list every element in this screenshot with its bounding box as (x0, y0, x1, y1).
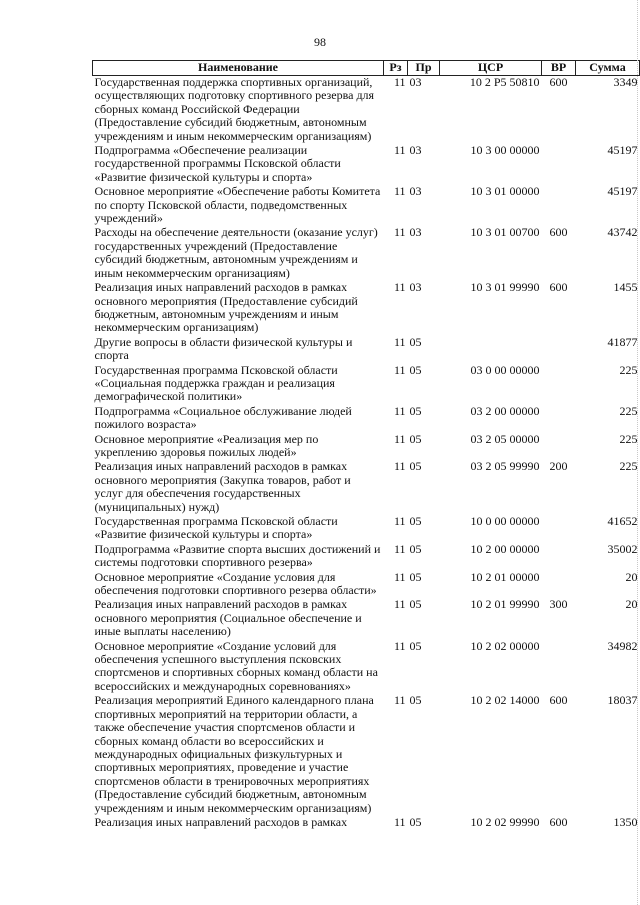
row-rz: 11 (393, 431, 406, 446)
row-pr: 05 (409, 334, 422, 349)
row-sum: 20 (625, 569, 638, 584)
row-rz: 11 (393, 184, 406, 199)
row-vr (542, 364, 576, 405)
row-sum: 225 (619, 362, 638, 377)
row-pr: 05 (409, 541, 422, 556)
row-sum: 18037 (607, 693, 638, 708)
row-sum: 225 (619, 403, 638, 418)
row-name: Государственная программа Псковской области «Развитие физической культуры и спорта» (94, 514, 338, 542)
page-number: 98 (314, 35, 326, 49)
row-sum: 45197 (607, 184, 638, 199)
row-vr (542, 543, 576, 571)
table-row (93, 364, 640, 405)
table-row (93, 144, 640, 185)
row-vr: 600 (549, 225, 568, 240)
row-rz: 11 (393, 638, 406, 653)
page-edge-mark (636, 0, 638, 905)
row-pr: 05 (409, 403, 422, 418)
row-csr: 03 2 00 00000 (470, 403, 540, 418)
row-name: Реализация иных направлений расходов в рамках (94, 814, 348, 829)
table-row (93, 76, 640, 145)
table-row (93, 640, 640, 695)
row-pr: 05 (409, 514, 422, 528)
row-csr: 10 3 01 00000 (470, 184, 540, 199)
row-csr: 10 2 02 14000 (470, 693, 540, 708)
table-row (93, 405, 640, 433)
table-row (93, 336, 640, 364)
row-vr (542, 336, 576, 364)
budget-table (92, 60, 640, 830)
header-rz: Рз (384, 61, 408, 76)
row-name: Подпрограмма «Развитие спорта высших достижений и системы подготовки спортивного резерва» (94, 541, 381, 570)
table-row (93, 185, 640, 226)
row-sum: 20 (625, 597, 638, 612)
row-vr (542, 640, 576, 695)
row-rz: 11 (393, 362, 406, 377)
row-csr: 03 0 00 00000 (470, 362, 540, 377)
row-csr: 10 3 01 99990 (470, 280, 540, 295)
row-csr: 10 0 00 00000 (470, 514, 540, 528)
row-name: Основное мероприятие «Реализация мер по укреплению здоровья пожилых людей» (94, 431, 319, 459)
table-row (93, 694, 640, 816)
row-csr: 10 3 00 00000 (470, 143, 540, 158)
header-vr: ВР (542, 61, 576, 76)
row-name: Расходы на обеспечение деятельности (оказание услуг) государственных учреждений (Предоставление субсидий бюджетным, автономным учреждениям и иным некоммерческим организациям) (94, 225, 378, 280)
row-sum: 3349 (613, 75, 638, 89)
table-row (93, 515, 640, 543)
row-pr: 03 (409, 280, 422, 295)
row-rz: 11 (393, 541, 406, 556)
row-csr: 10 2 01 99990 (470, 597, 540, 612)
row-rz: 11 (393, 334, 406, 349)
row-rz: 11 (393, 514, 406, 528)
row-name: Подпрограмма «Социальное обслуживание людей пожилого возраста» (94, 403, 352, 432)
row-rz: 11 (393, 225, 406, 240)
row-sum: 1350 (613, 814, 638, 829)
row-pr: 05 (409, 362, 422, 377)
row-name: Основное мероприятие «Обеспечение работы Комитета по спорту Псковской области, подведомственных учреждений» (94, 184, 381, 226)
row-name: Основное мероприятие «Создание условий для обеспечения успешного выступления псковских спортсменов и спортивных сборных команд области на всероссийских и международных соревнованиях» (94, 638, 378, 693)
row-vr: 600 (549, 814, 568, 829)
row-rz: 11 (393, 403, 406, 418)
row-pr: 03 (409, 184, 422, 199)
table-row (93, 460, 640, 515)
table-row (93, 433, 640, 461)
row-vr: 600 (549, 693, 568, 708)
row-rz: 11 (393, 597, 406, 612)
row-rz: 11 (393, 143, 406, 158)
row-name: Государственная поддержка спортивных организаций, осуществляющих подготовку спортивного резерва для сборных команд Российской Федерации (Предоставление субсидий бюджетным, автономным учреждениям и иным некоммерческим организациям) (94, 75, 375, 143)
row-pr: 05 (409, 693, 422, 708)
row-pr: 03 (409, 75, 422, 89)
row-vr (542, 185, 576, 226)
row-csr: 03 2 05 00000 (470, 431, 540, 446)
row-vr: 200 (549, 459, 568, 474)
row-sum: 35002 (607, 541, 638, 556)
table-row (93, 543, 640, 571)
row-name: Реализация мероприятий Единого календарного плана спортивных мероприятий на территории области, а также обеспечение участия спортсменов области и сборных команд области во всероссийских и международных официальных физкультурных и спортивных мероприятиях, проведение и участие спортсменов области в тренировочных мероприятиях (Предоставление субсидий бюджетным, автономным учреждениям и иным некоммерческим организациям) (94, 693, 374, 815)
row-vr (542, 144, 576, 185)
row-sum: 1455 (613, 280, 638, 295)
row-sum: 45197 (607, 143, 638, 158)
row-csr: 10 2 00 00000 (470, 541, 540, 556)
header-sum: Сумма (576, 61, 640, 76)
table-row (93, 598, 640, 639)
row-name: Подпрограмма «Обеспечение реализации государственной программы Псковской области «Развитие физической культуры и спорта» (94, 143, 341, 184)
row-rz: 11 (393, 814, 406, 829)
row-sum: 225 (619, 431, 638, 446)
row-name: Государственная программа Псковской области «Социальная поддержка граждан и реализация демографической политики» (94, 362, 338, 404)
table-body (93, 76, 640, 831)
row-pr: 05 (409, 459, 422, 474)
header-row (93, 61, 640, 76)
row-rz: 11 (393, 75, 406, 89)
row-sum: 34982 (607, 638, 638, 653)
row-sum: 225 (619, 459, 638, 474)
row-csr: 10 2 01 00000 (470, 569, 540, 584)
row-name: Реализация иных направлений расходов в рамках основного мероприятия (Закупка товаров, работ и услуг для обеспечения государственных (муниципальных) нужд) (94, 459, 351, 514)
row-name: Реализация иных направлений расходов в рамках основного мероприятия (Предоставление субсидий бюджетным, автономным учреждениям и иным некоммерческим организациям) (94, 280, 358, 335)
row-vr (542, 571, 576, 599)
row-vr (542, 515, 576, 543)
row-pr: 03 (409, 225, 422, 240)
header-pr: Пр (408, 61, 440, 76)
row-csr (440, 336, 542, 364)
row-pr: 05 (409, 597, 422, 612)
row-name: Реализация иных направлений расходов в рамках основного мероприятия (Социальное обеспечение и иные выплаты населению) (94, 597, 362, 639)
row-vr: 600 (549, 280, 568, 295)
row-pr: 05 (409, 569, 422, 584)
row-pr: 05 (409, 431, 422, 446)
table-row (93, 226, 640, 281)
table-row (93, 281, 640, 336)
row-rz: 11 (393, 693, 406, 708)
table-row (93, 816, 640, 830)
row-csr: 10 2 02 00000 (470, 638, 540, 653)
row-csr: 03 2 05 99990 (470, 459, 540, 474)
header-csr: ЦСР (440, 61, 542, 76)
row-sum: 41652 (607, 514, 638, 528)
row-vr: 300 (549, 597, 568, 612)
row-vr (542, 405, 576, 433)
row-pr: 05 (409, 638, 422, 653)
row-csr: 10 3 01 00700 (470, 225, 540, 240)
row-vr (542, 433, 576, 461)
row-vr: 600 (549, 75, 568, 89)
row-name: Другие вопросы в области физической культуры и спорта (94, 334, 353, 363)
header-name: Наименование (93, 61, 384, 76)
row-rz: 11 (393, 280, 406, 295)
row-sum: 43742 (607, 225, 638, 240)
table-row (93, 571, 640, 599)
row-rz: 11 (393, 569, 406, 584)
row-csr: 10 2 P5 50810 (469, 75, 540, 89)
row-pr: 03 (409, 143, 422, 158)
row-sum: 41877 (607, 334, 638, 349)
row-name: Основное мероприятие «Создание условия для обеспечения подготовки спортивного резерва области» (94, 569, 377, 598)
row-pr: 05 (409, 814, 422, 829)
row-csr: 10 2 02 99990 (470, 814, 540, 829)
row-rz: 11 (393, 459, 406, 474)
